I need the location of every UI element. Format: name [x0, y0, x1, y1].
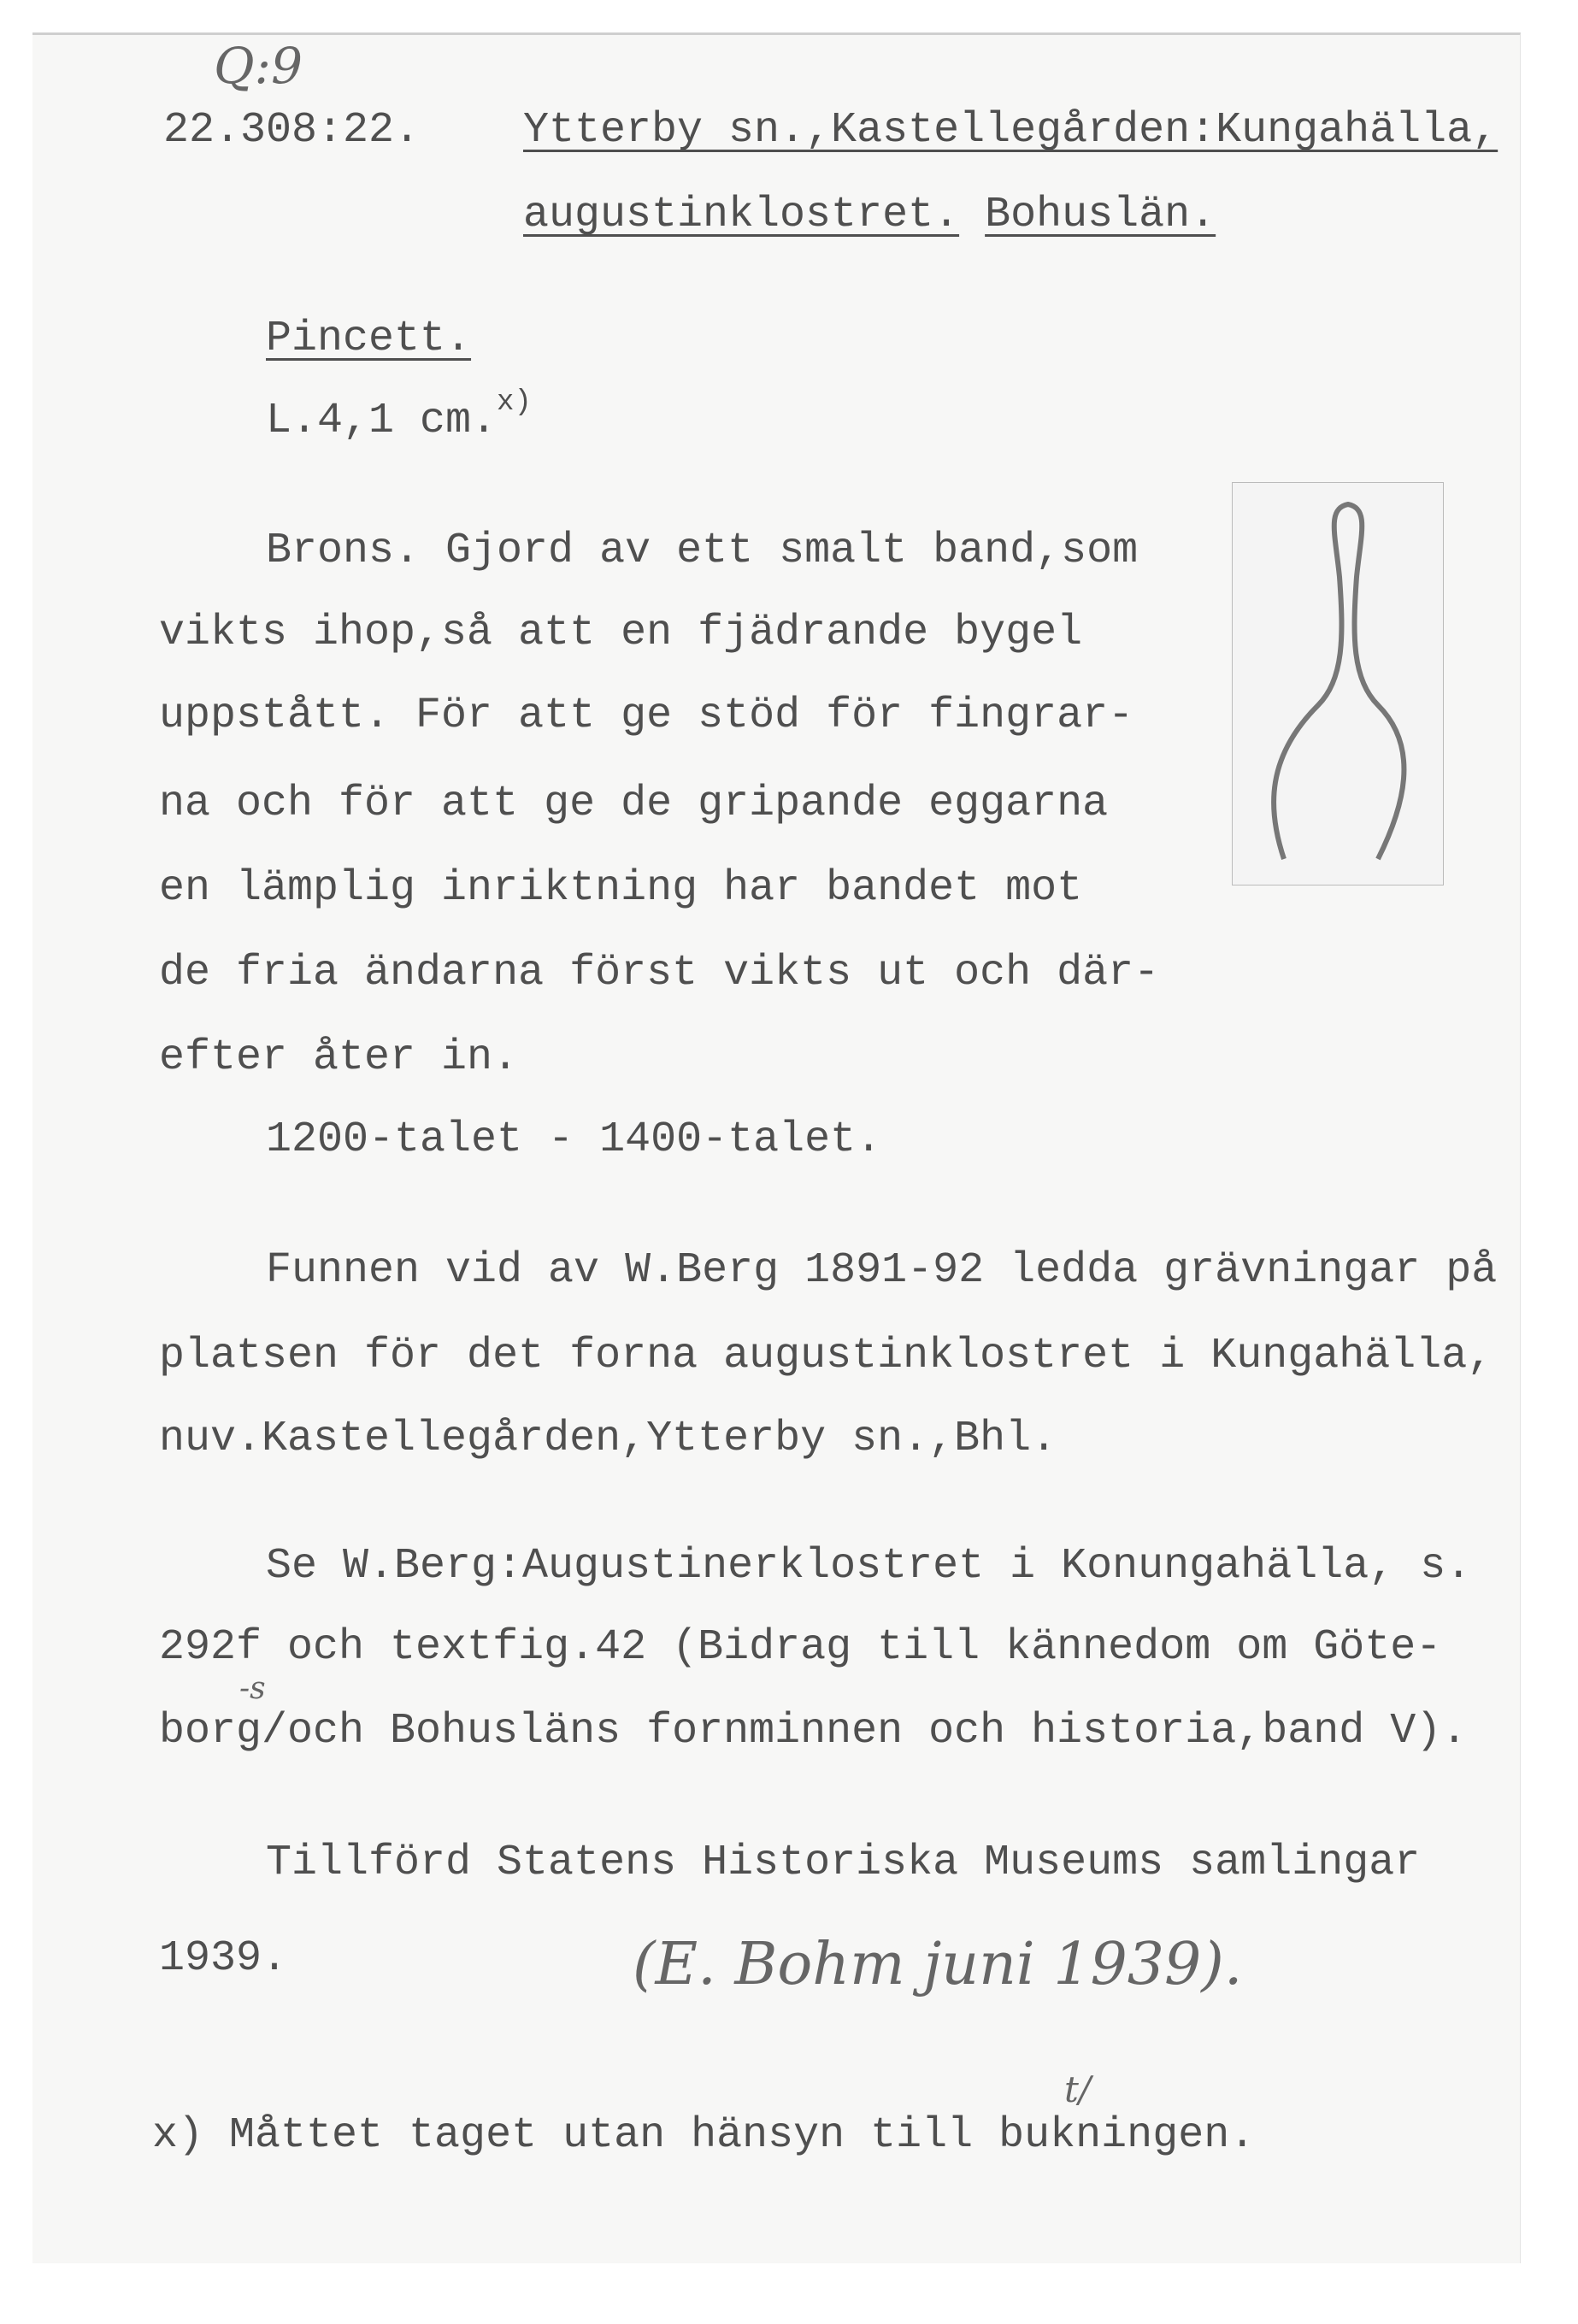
description-line: de fria ändarna först vikts ut och där- — [159, 949, 1160, 997]
footnote: x) Måttet taget utan hänsyn till bukningen. — [152, 2111, 1256, 2160]
inventory-number: 22.308:22. — [163, 106, 421, 155]
shelf-mark: Q:9 — [214, 37, 303, 95]
description-line: uppstått. För att ge stöd för fingrar- — [159, 691, 1134, 740]
measurement — [266, 386, 532, 445]
acquisition-year: 1939. — [159, 1934, 288, 1983]
description-line: Brons. Gjord av ett smalt band,som — [266, 527, 1139, 575]
measurement-value: L.4,1 cm. — [266, 397, 498, 445]
find-line: nuv.Kastellegården,Ytterby sn.,Bhl. — [159, 1415, 1057, 1463]
tweezers-photo — [1232, 482, 1444, 885]
description-line: vikts ihop,så att en fjädrande bygel — [159, 609, 1083, 657]
object-name: Pincett. — [266, 315, 472, 363]
tweezers-image — [1233, 483, 1443, 885]
find-line: platsen för det forna augustinklostret i Kungahälla, — [159, 1332, 1493, 1380]
description-line: en lämplig inriktning har bandet mot — [159, 864, 1083, 913]
location-parish: augustinklostret. — [523, 191, 960, 239]
reference-line: 292f och textfig.42 (Bidrag till kännedom om Göte- — [159, 1623, 1442, 1672]
location-line-2 — [523, 191, 1216, 239]
description-line: na och för att ge de gripande eggarna — [159, 780, 1109, 828]
signature: (E. Bohm juni 1939). — [633, 1931, 1243, 1998]
location-province: Bohuslän. — [985, 191, 1216, 239]
location-line-1: Ytterby sn.,Kastellegården:Kungahälla, — [523, 106, 1499, 155]
dating: 1200-talet - 1400-talet. — [266, 1115, 882, 1164]
reference-correction: -s — [239, 1671, 266, 1706]
acquisition: Tillförd Statens Historiska Museums samlingar — [266, 1839, 1421, 1887]
reference-line: Se W.Berg:Augustinerklostret i Konungahälla, s. — [266, 1542, 1472, 1591]
description-line: efter åter in. — [159, 1033, 519, 1082]
footnote-marker: x) — [497, 386, 532, 419]
footnote-correction: t/ — [1064, 2068, 1092, 2110]
reference-line: borg/och Bohusläns fornminnen och historia,band V). — [159, 1707, 1468, 1756]
find-line: Funnen vid av W.Berg 1891-92 ledda grävningar på — [266, 1246, 1498, 1295]
